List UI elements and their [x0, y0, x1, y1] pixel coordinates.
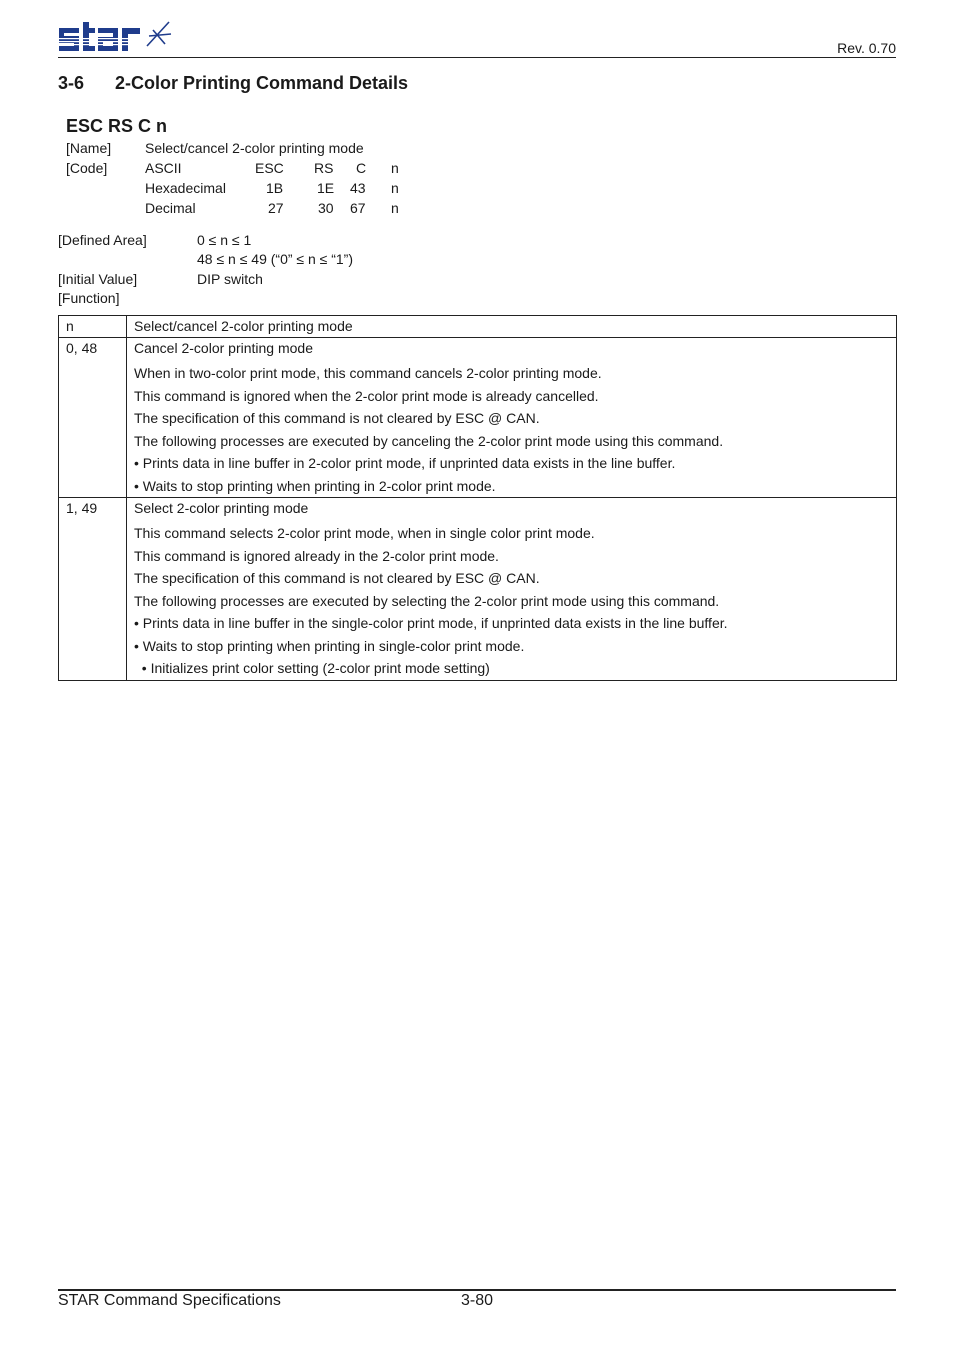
name-value: Select/cancel 2-color printing mode	[145, 140, 364, 156]
description-line: The specification of this command is not cleared by ESC @ CAN.	[134, 410, 540, 426]
description-line: The following processes are executed by canceling the 2-color print mode using this command.	[134, 432, 724, 449]
description-line: The following processes are executed by selecting the 2-color print mode using this command.	[134, 592, 720, 609]
section-heading	[58, 73, 408, 94]
defined-area-range-2: 48 ≤ n ≤ 49 (“0” ≤ n ≤ “1”)	[197, 251, 354, 267]
description-line: • Initializes print color setting (2-color print mode setting)	[134, 660, 490, 676]
defined-area-range-1: 0 ≤ n ≤ 1	[197, 232, 252, 248]
footer-page-number: 3-80	[461, 1292, 494, 1309]
description-line: • Prints data in line buffer in 2-color print mode, if unprinted data exists in the line buffer.	[134, 455, 676, 471]
command-title: ESC RS C n	[66, 116, 168, 136]
description-line: • Prints data in line buffer in the single-color print mode, if unprinted data exists in the line buffer.	[134, 615, 728, 631]
table-header-n: n	[59, 316, 127, 338]
header-divider	[58, 57, 896, 58]
code-type-ascii: ASCII	[145, 160, 182, 176]
star-logo-graphic	[57, 16, 177, 56]
function-table	[58, 315, 897, 681]
defined-area-label: [Defined Area]	[58, 232, 147, 248]
section-title: 2-Color Printing Command Details	[115, 73, 409, 93]
code-label: [Code]	[66, 160, 108, 176]
description-line: The specification of this command is not cleared by ESC @ CAN.	[134, 570, 540, 586]
table-cell-n: 0, 48	[59, 338, 127, 498]
function-label: [Function]	[58, 290, 120, 306]
description-line: This command selects 2-color print mode, when in single color print mode.	[134, 525, 595, 541]
description-line: This command is ignored when the 2-color print mode is already cancelled.	[134, 387, 599, 404]
code-dec-b3: 67	[350, 200, 366, 216]
name-label: [Name]	[66, 140, 112, 156]
revision-label: Rev. 0.70	[837, 40, 896, 56]
initial-value-label: [Initial Value]	[58, 271, 138, 287]
table-row	[59, 338, 897, 498]
code-dec-b2: 30	[318, 200, 334, 216]
table-cell-description	[127, 338, 897, 498]
footer-divider	[58, 1289, 896, 1291]
table-header-row	[59, 316, 897, 338]
code-type-decimal: Decimal	[145, 200, 196, 216]
table-row	[59, 498, 897, 681]
code-dec-b1: 27	[268, 200, 284, 216]
description-line: Cancel 2-color printing mode	[134, 340, 313, 356]
section-number: 3-6	[58, 73, 85, 93]
code-hex-b1: 1B	[266, 180, 284, 196]
table-cell-description	[127, 498, 897, 681]
code-ascii-b1: ESC	[255, 160, 284, 176]
description-line: This command is ignored already in the 2-color print mode.	[134, 547, 499, 564]
code-ascii-b2: RS	[314, 160, 334, 176]
code-hex-b4: n	[391, 180, 399, 196]
footer-doc-title: STAR Command Specifications	[58, 1292, 281, 1309]
code-dec-b4: n	[391, 200, 399, 216]
table-cell-n: 1, 49	[59, 498, 127, 681]
initial-value: DIP switch	[197, 271, 263, 287]
description-line: • Waits to stop printing when printing in single-color print mode.	[134, 637, 525, 654]
table-header-description: Select/cancel 2-color printing mode	[127, 316, 897, 338]
code-hex-b2: 1E	[317, 180, 335, 196]
code-type-hex: Hexadecimal	[145, 180, 226, 196]
star-logo	[57, 16, 177, 56]
code-hex-b3: 43	[350, 180, 366, 196]
description-line: When in two-color print mode, this command cancels 2-color printing mode.	[134, 365, 602, 381]
description-line: • Waits to stop printing when printing in 2-color print mode.	[134, 477, 496, 494]
code-ascii-b3: C	[356, 160, 367, 176]
description-line: Select 2-color printing mode	[134, 500, 309, 516]
code-ascii-b4: n	[391, 160, 399, 176]
